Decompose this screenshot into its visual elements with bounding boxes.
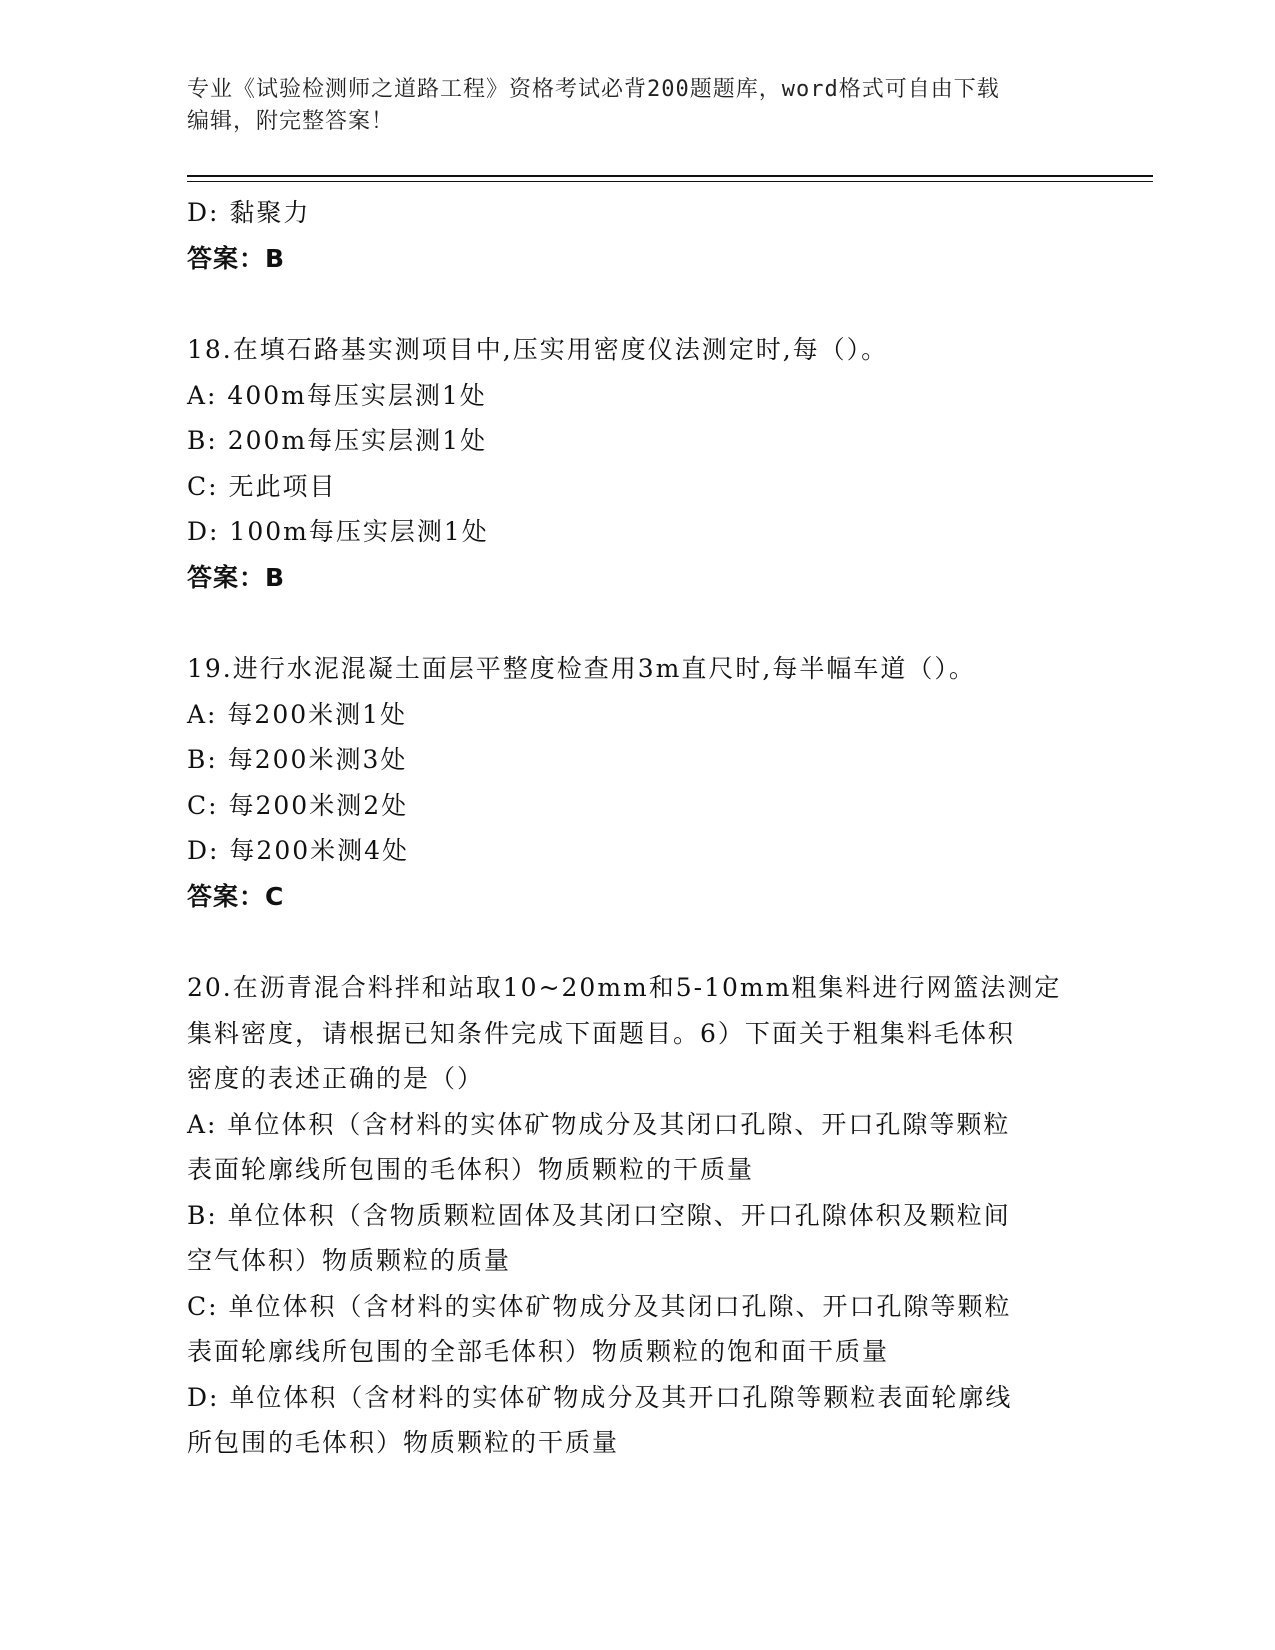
option-a: A: 400m每压实层测1处 [187,380,487,410]
option-d: D: 100m每压实层测1处 [187,517,489,546]
question-18 [187,327,1087,600]
question-stem: 19.进行水泥混凝土面层平整度检查用3m直尺时,每半幅车道（）。 [187,654,976,683]
question-19 [187,646,1087,919]
question-stem-line-3: 密度的表述正确的是（） [187,1064,485,1093]
option-d: D: 每200米测4处 [187,836,410,865]
option-b-line-1: B: 单位体积（含物质颗粒固体及其闭口空隙、开口孔隙体积及颗粒间 [187,1200,1011,1230]
header-line-1: 专业《试验检测师之道路工程》资格考试必背200题题库，word格式可自由下载 [187,77,1000,102]
header-divider-thick [187,175,1153,177]
option-a-line-2: 表面轮廓线所包围的毛体积）物质颗粒的干质量 [187,1155,755,1184]
answer: 答案：B [187,562,286,592]
option-d-line-2: 所包围的毛体积）物质颗粒的干质量 [187,1428,620,1457]
option-b: B: 200m每压实层测1处 [187,426,488,455]
option-c-line-1: C: 单位体积（含材料的实体矿物成分及其闭口孔隙、开口孔隙等颗粒 [187,1291,1012,1321]
question-stem: 18.在填石路基实测项目中,压实用密度仪法测定时,每（）。 [187,335,889,364]
header-line-2: 编辑，附完整答案！ [187,109,395,134]
option-b: B: 每200米测3处 [187,745,408,774]
spacer [187,919,1087,965]
header-divider-thin [187,181,1153,182]
option-a-line-1: A: 单位体积（含材料的实体矿物成分及其闭口孔隙、开口孔隙等颗粒 [187,1109,1011,1139]
spacer [187,600,1087,646]
option-d-line-1: D: 单位体积（含材料的实体矿物成分及其开口孔隙等颗粒表面轮廓线 [187,1382,1013,1412]
question-20 [187,965,1087,1466]
question-stem-line-1: 20.在沥青混合料拌和站取10~20mm和5-10mm粗集料进行网篮法测定 [187,973,1062,1002]
option-c: C: 无此项目 [187,471,337,501]
option-b-line-2: 空气体积）物质颗粒的质量 [187,1246,512,1275]
option-a: A: 每200米测1处 [187,699,408,729]
document-body [187,190,1087,1466]
spacer [187,281,1087,327]
document-header [187,74,1067,138]
prev-option-d: D: 黏聚力 [187,198,311,227]
option-c: C: 每200米测2处 [187,790,409,820]
prev-answer: 答案：B [187,243,286,273]
option-c-line-2: 表面轮廓线所包围的全部毛体积）物质颗粒的饱和面干质量 [187,1337,890,1366]
question-stem-line-2: 集料密度，请根据已知条件完成下面题目。6）下面关于粗集料毛体积 [187,1018,1015,1048]
answer: 答案：C [187,881,285,911]
